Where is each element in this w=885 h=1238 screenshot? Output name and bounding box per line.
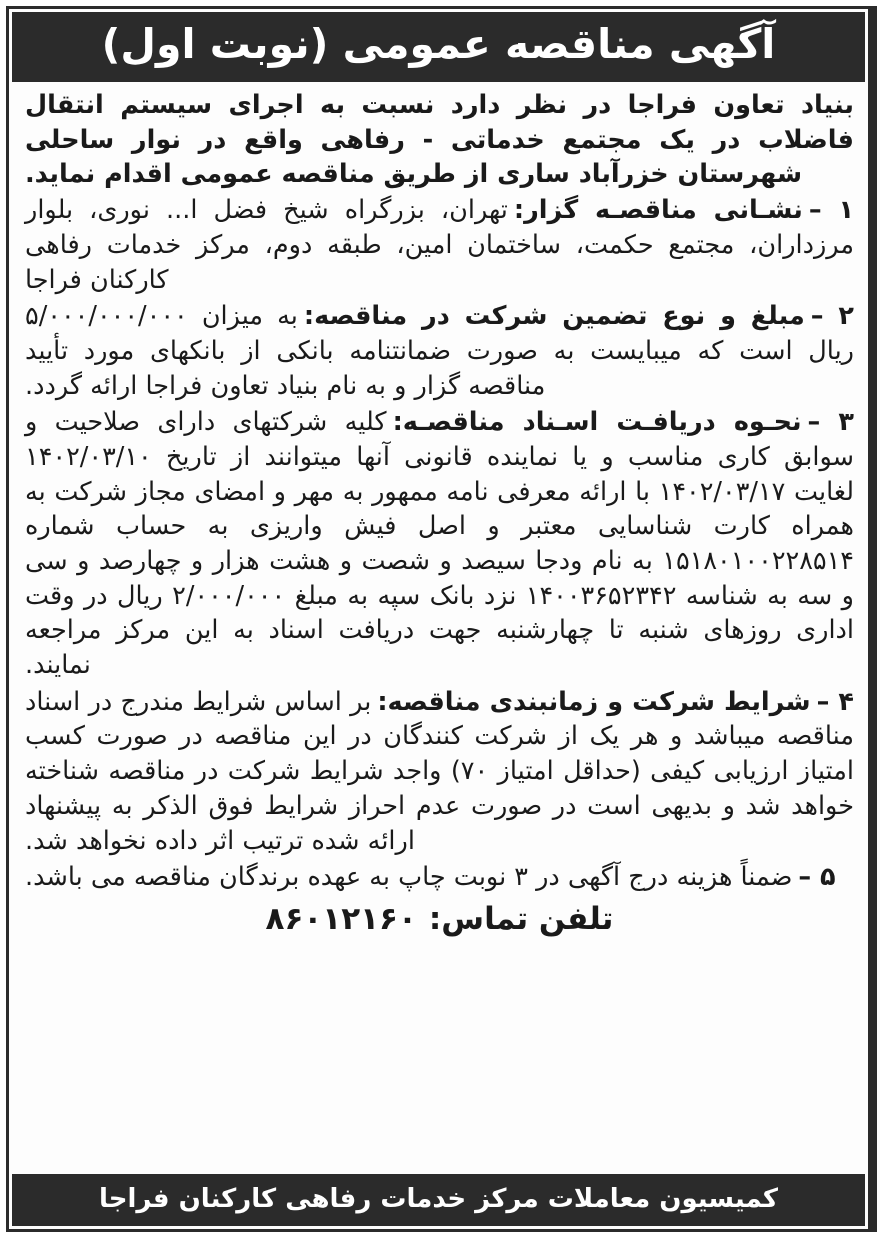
contact-line [25, 901, 854, 937]
section-1-label: نشـانی مناقصـه گزار: [513, 195, 803, 226]
page-title: آگهی مناقصه عمومی (نوبت اول) [101, 20, 776, 68]
section-1 [25, 193, 854, 297]
section-4 [25, 685, 854, 858]
footer-text: کمیسیون معاملات مرکز خدمات رفاهی کارکنان فراجا [98, 1184, 779, 1214]
page-frame [6, 6, 877, 1232]
contact-number: ۸۶۰۱۲۱۶۰ [265, 900, 417, 937]
section-1-body: تهران، بزرگراه شیخ فضل ا... نوری، بلوار مرزداران، مجتمع حکمت، ساختمان امین، طبقه دوم، مرکز خدمات رفاهی کارکنان فراجا [25, 195, 854, 295]
section-3-number: ۳ – [807, 407, 854, 438]
header-banner [12, 12, 865, 82]
section-5 [25, 860, 854, 895]
section-2-number: ۲ – [810, 301, 854, 332]
section-3-label: نحـوه دریافـت اسـناد مناقصـه: [392, 407, 802, 438]
section-2-body: به میزان ۵/۰۰۰/۰۰۰/۰۰۰ ریال است که میبایست به صورت ضمانتنامه بانکی از بانکهای مورد تأیید مناقصه گزار و به نام بنیاد تعاون فراجا ارائه گردد. [25, 301, 854, 401]
contact-label: تلفن تماس: [428, 900, 614, 937]
section-5-number: ۵ – [798, 862, 836, 893]
section-2 [25, 299, 854, 403]
section-4-number: ۴ – [816, 686, 854, 717]
section-4-label: شرایط شرکت و زمانبندی مناقصه: [377, 686, 811, 717]
section-3 [25, 405, 854, 682]
intro-paragraph: بنیاد تعاون فراجا در نظر دارد نسبت به اجرای سیستم انتقال فاضلاب در یک مجتمع خدماتی - رفاهی واقع در نوار ساحلی شهرستان خزرآباد ساری از طریق مناقصه عمومی اقدام نماید. [25, 90, 854, 189]
footer-banner [12, 1174, 865, 1226]
section-2-label: مبلغ و نوع تضمین شرکت در مناقصه: [303, 301, 805, 332]
notice-body [9, 82, 868, 1174]
section-5-body: ضمناً هزینه درج آگهی در ۳ نوبت چاپ به عهده برندگان مناقصه می باشد. [25, 862, 793, 893]
section-4-body: بر اساس شرایط مندرج در اسناد مناقصه میباشد و هر یک از شرکت کنندگان در این مناقصه در صورت کسب امتیاز ارزیابی کیفی (حداقل امتیاز ۷۰) واجد شرایط شرکت در مناقصه شناخته خواهد شد و بدیهی است در صورت عدم احراز شرایط فوق الذکر به پیشنهاد ارائه شده ترتیب اثر داده نخواهد شد. [25, 686, 854, 856]
section-1-number: ۱ – [808, 195, 855, 226]
section-3-body: کلیه شرکتهای دارای صلاحیت و سوابق کاری مناسب و یا نماینده قانونی آنها میتوانند از تاریخ ۱۴۰۲/۰۳/۱۰ لغایت ۱۴۰۲/۰۳/۱۷ با ارائه معرفی نامه ممهور به مهر و امضای مجاز شرکت به همراه کارت شناسایی معتبر و اصل فیش واریزی به حساب شماره ۱۵۱۸۰۱۰۰۲۲۸۵۱۴ به نام ودجا سیصد و شصت و هشت هزار و چهارصد و سی و سه به شناسه ۱۴۰۰۳۶۵۲۳۴۲ نزد بانک سپه به مبلغ ۲/۰۰۰/۰۰۰ ریال در وقت اداری روزهای شنبه تا چهارشنبه جهت دریافت اسناد به این مرکز مراجعه نمایند. [25, 407, 854, 681]
